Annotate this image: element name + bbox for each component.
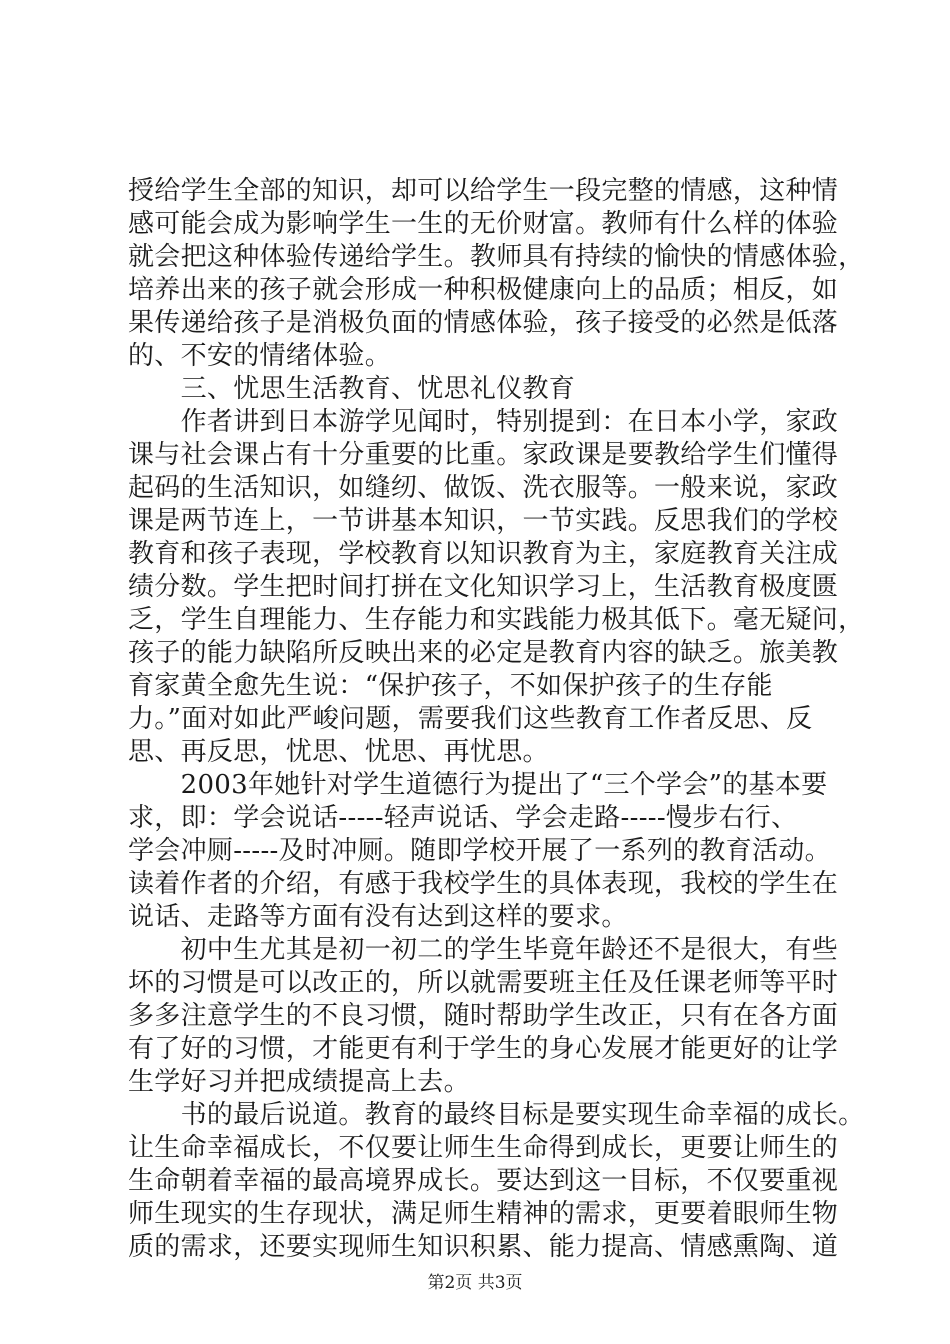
text-line: 乏，学生自理能力、生存能力和实践能力极其低下。毫无疑问， <box>128 605 865 635</box>
text-line: 师生现实的生存现状，满足师生精神的需求，更要着眼师生物 <box>128 1199 839 1229</box>
text-line: 坏的习惯是可以改正的，所以就需要班主任及任课老师等平时 <box>128 968 839 998</box>
text-line: 求，即：学会说话-----轻声说话、学会走路-----慢步右行、 <box>128 803 798 833</box>
document-body <box>128 175 865 1264</box>
text-line: 质的需求，还要实现师生知识积累、能力提高、情感熏陶、道 <box>128 1232 839 1262</box>
text-line: 感可能会成为影响学生一生的无价财富。教师有什么样的体验 <box>128 209 839 239</box>
text-line: 学会冲厕-----及时冲厕。随即学校开展了一系列的教育活动。 <box>128 836 831 866</box>
text-line: 起码的生活知识，如缝纫、做饭、洗衣服等。一般来说，家政 <box>128 473 839 503</box>
text-line: 育家黄全愈先生说：“保护孩子，不如保护孩子的生存能 <box>128 671 773 701</box>
text-line: 思、再反思，忧思、忧思、再忧思。 <box>128 737 549 767</box>
text-line: 书的最后说道。教育的最终目标是要实现生命幸福的成长。 <box>128 1100 865 1130</box>
text-line: 培养出来的孩子就会形成一种积极健康向上的品质；相反，如 <box>128 275 839 305</box>
text-line: 作者讲到日本游学见闻时，特别提到：在日本小学，家政 <box>128 407 839 437</box>
text-line: 授给学生全部的知识，却可以给学生一段完整的情感，这种情 <box>128 176 839 206</box>
text-line: 多多注意学生的不良习惯，随时帮助学生改正，只有在各方面 <box>128 1001 839 1031</box>
text-line: 说话、走路等方面有没有达到这样的要求。 <box>128 902 628 932</box>
text-line: 课与社会课占有十分重要的比重。家政课是要教给学生们懂得 <box>128 440 839 470</box>
text-line: 孩子的能力缺陷所反映出来的必定是教育内容的缺乏。旅美教 <box>128 638 839 668</box>
text-line: 绩分数。学生把时间打拼在文化知识学习上，生活教育极度匮 <box>128 572 839 602</box>
text-line: 让生命幸福成长，不仅要让师生生命得到成长，更要让师生的 <box>128 1133 839 1163</box>
text-line: 果传递给孩子是消极负面的情感体验，孩子接受的必然是低落 <box>128 308 839 338</box>
section-heading: 三、忧思生活教育、忧思礼仪教育 <box>128 374 576 404</box>
text-line: 有了好的习惯，才能更有利于学生的身心发展才能更好的让学 <box>128 1034 839 1064</box>
text-line: 课是两节连上，一节讲基本知识，一节实践。反思我们的学校 <box>128 506 839 536</box>
text-line: 就会把这种体验传递给学生。教师具有持续的愉快的情感体验， <box>128 242 865 272</box>
text-line: 2003年她针对学生道德行为提出了“三个学会”的基本要 <box>128 770 828 800</box>
text-line: 力。”面对如此严峻问题，需要我们这些教育工作者反思、反 <box>128 704 813 734</box>
page-number-footer: 第2页 共3页 <box>427 1273 523 1293</box>
text-line: 生学好习并把成绩提高上去。 <box>128 1067 470 1097</box>
text-line: 初中生尤其是初一初二的学生毕竟年龄还不是很大，有些 <box>128 935 839 965</box>
text-line: 教育和孩子表现，学校教育以知识教育为主，家庭教育关注成 <box>128 539 839 569</box>
text-line: 生命朝着幸福的最高境界成长。要达到这一目标，不仅要重视 <box>128 1166 839 1196</box>
text-line: 读着作者的介绍，有感于我校学生的具体表现，我校的学生在 <box>128 869 839 899</box>
text-line: 的、不安的情绪体验。 <box>128 341 392 371</box>
